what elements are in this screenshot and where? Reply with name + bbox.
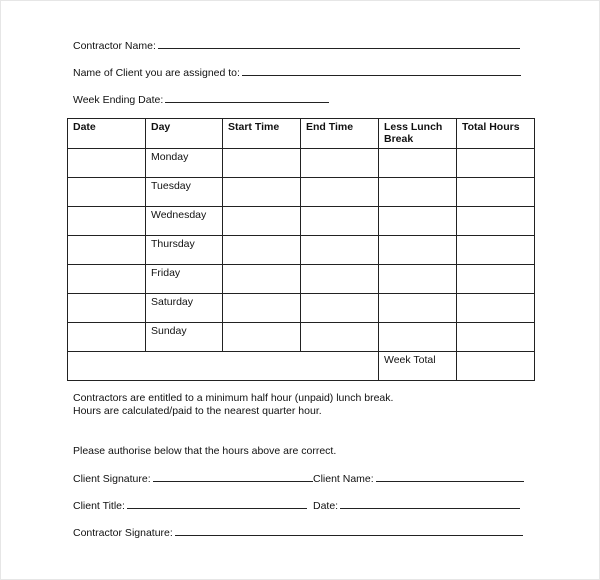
client-assigned-field[interactable] [73, 66, 521, 79]
end-time-cell[interactable] [301, 294, 379, 323]
header-date: Date [68, 119, 146, 149]
table-row [68, 207, 535, 236]
table-row [68, 294, 535, 323]
table-row [68, 178, 535, 207]
week-ending-label: Week Ending Date: [73, 94, 164, 106]
header-day: Day [146, 119, 223, 149]
day-cell: Thursday [146, 236, 223, 265]
date-label: Date: [313, 500, 339, 512]
header-end-time: End Time [301, 119, 379, 149]
start-time-cell[interactable] [223, 323, 301, 352]
lunch-break-cell[interactable] [379, 236, 457, 265]
start-time-cell[interactable] [223, 149, 301, 178]
total-hours-cell[interactable] [457, 294, 535, 323]
week-total-cell[interactable] [457, 352, 535, 381]
contractor-signature-field[interactable] [73, 526, 523, 539]
total-hours-cell[interactable] [457, 207, 535, 236]
start-time-cell[interactable] [223, 236, 301, 265]
lunch-break-cell[interactable] [379, 265, 457, 294]
start-time-cell[interactable] [223, 207, 301, 236]
day-cell: Friday [146, 265, 223, 294]
table-row [68, 149, 535, 178]
contractor-signature-blank[interactable] [175, 526, 523, 536]
end-time-cell[interactable] [301, 178, 379, 207]
contractor-name-field[interactable] [73, 39, 520, 52]
end-time-cell[interactable] [301, 323, 379, 352]
date-cell[interactable] [68, 178, 146, 207]
week-ending-blank[interactable] [165, 93, 329, 103]
week-ending-field[interactable] [73, 93, 329, 106]
total-hours-cell[interactable] [457, 178, 535, 207]
client-title-label: Client Title: [73, 500, 125, 512]
client-title-blank[interactable] [127, 499, 307, 509]
note-authorise: Please authorise below that the hours above are correct. [73, 445, 337, 457]
day-cell: Tuesday [146, 178, 223, 207]
date-cell[interactable] [68, 149, 146, 178]
start-time-cell[interactable] [223, 178, 301, 207]
total-hours-cell[interactable] [457, 236, 535, 265]
total-hours-cell[interactable] [457, 149, 535, 178]
header-start-time: Start Time [223, 119, 301, 149]
client-signature-blank[interactable] [153, 472, 313, 482]
start-time-cell[interactable] [223, 265, 301, 294]
day-cell: Monday [146, 149, 223, 178]
total-hours-cell[interactable] [457, 265, 535, 294]
client-name-blank[interactable] [376, 472, 524, 482]
note-lunch-break: Contractors are entitled to a minimum half hour (unpaid) lunch break. [73, 392, 394, 404]
date-cell[interactable] [68, 236, 146, 265]
contractor-signature-label: Contractor Signature: [73, 527, 173, 539]
table-header-row [68, 119, 535, 149]
table-row [68, 265, 535, 294]
day-cell: Wednesday [146, 207, 223, 236]
day-cell: Sunday [146, 323, 223, 352]
header-less-lunch-break: Less Lunch Break [379, 119, 457, 149]
client-name-field[interactable] [313, 472, 524, 485]
week-total-row [68, 352, 535, 381]
lunch-break-cell[interactable] [379, 207, 457, 236]
date-cell[interactable] [68, 294, 146, 323]
start-time-cell[interactable] [223, 294, 301, 323]
note-quarter-hour: Hours are calculated/paid to the nearest quarter hour. [73, 405, 322, 417]
client-assigned-label: Name of Client you are assigned to: [73, 67, 240, 79]
table-row [68, 323, 535, 352]
lunch-break-cell[interactable] [379, 149, 457, 178]
timesheet-table [67, 118, 535, 381]
lunch-break-cell[interactable] [379, 178, 457, 207]
date-cell[interactable] [68, 207, 146, 236]
end-time-cell[interactable] [301, 207, 379, 236]
lunch-break-cell[interactable] [379, 294, 457, 323]
end-time-cell[interactable] [301, 236, 379, 265]
lunch-break-cell[interactable] [379, 323, 457, 352]
client-signature-label: Client Signature: [73, 473, 151, 485]
week-total-label: Week Total [379, 352, 457, 381]
date-blank[interactable] [340, 499, 520, 509]
client-name-label: Client Name: [313, 473, 374, 485]
client-assigned-blank[interactable] [242, 66, 521, 76]
client-signature-field[interactable] [73, 472, 313, 485]
day-cell: Saturday [146, 294, 223, 323]
end-time-cell[interactable] [301, 265, 379, 294]
client-title-field[interactable] [73, 499, 307, 512]
contractor-name-blank[interactable] [158, 39, 520, 49]
date-cell[interactable] [68, 323, 146, 352]
total-hours-cell[interactable] [457, 323, 535, 352]
week-total-spacer [68, 352, 379, 381]
date-cell[interactable] [68, 265, 146, 294]
date-field[interactable] [313, 499, 520, 512]
end-time-cell[interactable] [301, 149, 379, 178]
header-total-hours: Total Hours [457, 119, 535, 149]
contractor-name-label: Contractor Name: [73, 40, 156, 52]
table-row [68, 236, 535, 265]
